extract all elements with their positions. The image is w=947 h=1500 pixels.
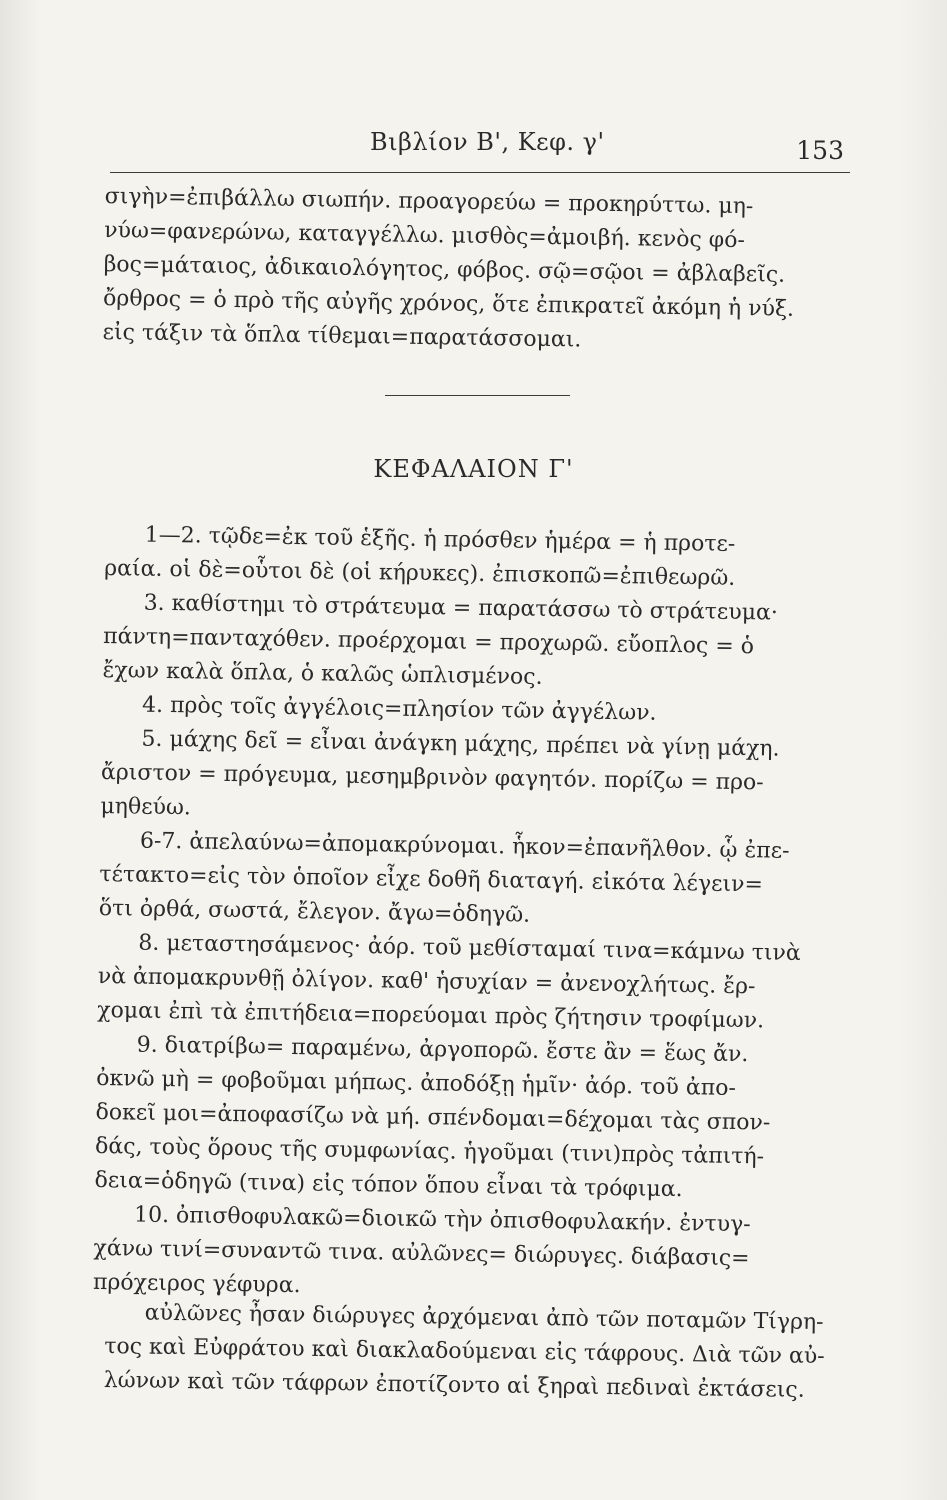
chapter-title: ΚΕΦΑΛΑΙΟΝ Γ' (373, 455, 574, 483)
glossary-line: 3. καθίστημι τὸ στράτευμα = παρατάσσω τὸ στράτευμα· (143, 590, 779, 626)
glossary-line: ὄρθρος = ὁ πρὸ τῆς αὐγῆς χρόνος, ὅτε ἐπικρατεῖ ἀκόμη ἡ νύξ. (102, 285, 795, 322)
glossary-line: χάνω τινί=συναντῶ τινα. αὐλῶνες= διώρυγες. διάβασις= (93, 1235, 750, 1272)
page-number: 153 (796, 136, 844, 165)
glossary-line: ἄριστον = πρόγευμα, μεσημβρινὸν φαγητόν. πορίζω = προ- (100, 759, 764, 796)
running-title: Βιβλίον Β', Κεφ. γ' (370, 128, 605, 156)
glossary-line: 5. μάχης δεῖ = εἶναι ἀνάγκη μάχης, πρέπει νὰ γίνῃ μάχη. (141, 726, 780, 762)
glossary-line: νύω=φανερώνω, καταγγέλλω. μισθὸς=ἀμοιβή. κενὸς φό- (104, 217, 746, 254)
glossary-line: βος=μάταιος, ἀδικαιολόγητος, φόβος. σῷ=σῷοι = ἀβλαβεῖς. (103, 251, 786, 288)
glossary-line: 10. ὀπισθοφυλακῶ=διοικῶ τὴν ὀπισθοφυλακήν. ἐντυγ- (133, 1202, 751, 1238)
glossary-line: 4. πρὸς τοῖς ἀγγέλοις=πλησίον τῶν ἀγγέλων. (141, 692, 657, 726)
glossary-line: πάντη=πανταχόθεν. προέρχομαι = προχωρῶ. εὔοπλος = ὁ (102, 623, 755, 660)
glossary-line: 6-7. ἀπελαύνω=ἀπομακρύνομαι. ἧκον=ἐπανῆλθον. ᾧ ἐπε- (139, 828, 790, 864)
glossary-main (93, 518, 825, 1311)
glossary-line: σιγὴν=ἐπιβάλλω σιωπήν. προαγορεύω = προκηρύττω. μη- (104, 183, 754, 220)
glossary-line: ὅτι ὀρθά, σωστά, ἔλεγον. ἄγω=ὁδηγῶ. (98, 895, 531, 928)
glossary-line: τος καὶ Εὐφράτου καὶ διακλαδούμεναι εἰς τάφρους. Διὰ τῶν αὐ- (104, 1333, 825, 1370)
glossary-line: ἔχων καλὰ ὅπλα, ὁ καλῶς ὡπλισμένος. (102, 657, 543, 690)
glossary-line: δεια=ὁδηγῶ (τινα) εἰς τόπον ὅπου εἶναι τὰ τρόφιμα. (94, 1167, 683, 1203)
glossary-line: δοκεῖ μοι=ἀποφασίζω νὰ μή. σπένδομαι=δέχομαι τὰς σπον- (95, 1099, 771, 1136)
glossary-line: μηθεύω. (100, 793, 192, 821)
glossary-line: δάς, τοὺς ὅρους τῆς συμφωνίας. ἡγοῦμαι (τινι)πρὸς τἀπιτή- (94, 1133, 765, 1170)
glossary-line: νὰ ἀπομακρυνθῇ ὀλίγον. καθ' ἡσυχίαν = ἀνενοχλήτως. ἔρ- (97, 963, 756, 1000)
glossary-line: πρόχειρος γέφυρα. (92, 1269, 301, 1299)
glossary-line: 9. διατρίβω= παραμένω, ἀργοπορῶ. ἔστε ἂν = ἕως ἄν. (136, 1032, 749, 1068)
glossary-line: λώνων καὶ τῶν τάφρων ἐποτίζοντο αἱ ξηραὶ πεδιναὶ ἐκτάσεις. (103, 1367, 805, 1403)
glossary-top (102, 180, 825, 361)
glossary-line: αὐλῶνες ἦσαν διώρυγες ἀρχόμεναι ἀπὸ τῶν ποταμῶν Τίγρη- (144, 1300, 824, 1336)
glossary-line: 8. μεταστησάμενος· ἀόρ. τοῦ μεθίσταμαί τινα=κάμνω τινὰ (138, 930, 801, 966)
glossary-line: χομαι ἐπὶ τὰ ἐπιτήδεια=πορεύομαι πρὸς ζήτησιν τροφίμων. (97, 997, 765, 1034)
glossary-line: 1—2. τῷδε=ἐκ τοῦ ἑξῆς. ἡ πρόσθεν ἡμέρα = ἡ προτε- (144, 522, 736, 557)
page-header (110, 128, 850, 173)
glossary-line: εἰς τάξιν τὰ ὅπλα τίθεμαι=παρατάσσομαι. (102, 319, 582, 353)
glossary-line: τέτακτο=εἰς τὸν ὁποῖον εἶχε δοθῆ διαταγή. εἰκότα λέγειν= (99, 861, 764, 898)
glossary-line: ὀκνῶ μὴ = φοβοῦμαι μήπως. ἀποδόξῃ ἡμῖν· ἀόρ. τοῦ ἀπο- (95, 1065, 737, 1101)
explanatory-note (104, 1296, 825, 1408)
section-divider (385, 395, 570, 396)
glossary-line: ραία. οἱ δὲ=οὗτοι δὲ (οἱ κήρυκες). ἐπισκοπῶ=ἐπιθεωρῶ. (104, 555, 736, 591)
